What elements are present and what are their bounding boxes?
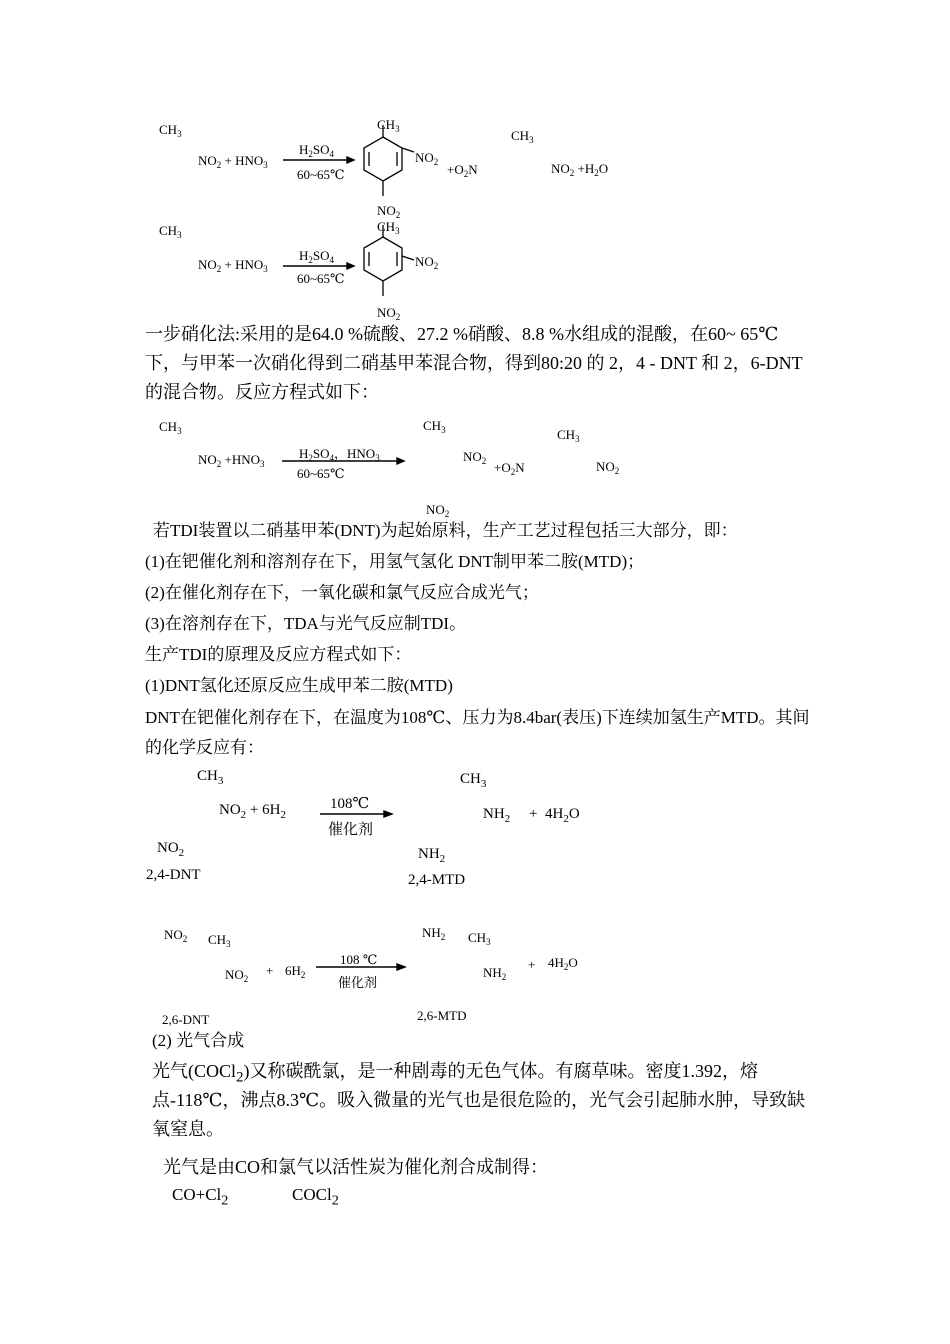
eq4-no2-bottom: $NO_2$ [157,840,185,859]
eq1-ring-ch3: $CH_3$ [377,117,400,134]
eq6-left: $CO+Cl_2$ [172,1185,229,1209]
eq5-plus-b: + [528,957,536,972]
eq5-h2: $6H_2$ [285,963,306,980]
eq4-h2o: $4H_2O$ [545,806,580,825]
eq4-nh2-bottom: $NH_2$ [418,846,446,865]
paragraph-dnt: DNT在钯催化剂存在下，在温度为108℃、压力为8.4bar(表压)下连续加氢生产MTD。其间的化学反应有： [145,708,810,757]
eq1-ring-no2: $NO_2$ [415,150,439,167]
eq3-no2-b: $NO_2$ [463,449,487,466]
eq5-ch3: $CH_3$ [208,932,231,949]
eq1-ch3-c: $CH_3$ [511,128,534,145]
eq5-nh2: $NH_2$ [483,965,507,982]
eq4-left: $NO_2 + 6H_2$ [219,802,286,821]
eq4-nh2: $NH_2$ [483,806,511,825]
benzene-ring-eq2 [364,237,402,281]
eq4-plus: + [529,806,538,822]
subheading-1: (1)DNT氢化还原反应生成甲苯二胺(MTD) [145,676,453,695]
step-2: (2)在催化剂存在下，一氧化碳和氯气反应合成光气； [145,583,539,602]
eq3-cond-top: $H_2SO_4$，$HNO_3$ [299,446,380,463]
subheading-2: (2) 光气合成 [152,1031,245,1050]
label-24-mtd: 2,4-MTD [408,872,466,888]
eq5-ch3-b: $CH_3$ [468,930,491,947]
eq2-ring-no2: $NO_2$ [415,254,439,271]
eq1-cond-bottom: 60~65℃ [297,167,345,182]
eq3-cond-bottom: 60~65℃ [297,466,345,481]
step-1: (1)在钯催化剂和溶剂存在下，用氢气氢化 DNT制甲苯二胺(MTD)； [145,552,645,571]
eq3-ch3: $CH_3$ [159,419,182,436]
eq3-ch3-c: $CH_3$ [557,427,580,444]
benzene-ring-eq1 [364,137,402,181]
eq1-left: $NO_2 + HNO_3$ [198,153,268,170]
eq3-left: $NO_2 +HNO_3$ [198,452,265,469]
eq4-cond-bottom: 催化剂 [328,822,374,838]
paragraph-phosgene-2: 光气是由CO和氯气以活性炭为催化剂合成制得： [163,1157,549,1177]
eq5-cond-top: 108 ℃ [340,952,378,967]
eq3-no2-bottom: $NO_2$ [426,502,450,519]
eq1-ch3: $CH_3$ [159,122,182,139]
arrow-head [347,157,354,163]
eq2-para-no2: $NO_2$ [377,305,401,322]
eq1-right: $NO_2 +H_2O$ [551,161,609,178]
label-26-mtd: 2,6-MTD [417,1008,467,1023]
eq5-h2o: $4H_2O$ [548,955,578,972]
paragraph-tdi: 若TDI装置以二硝基甲苯(DNT)为起始原料，生产工艺过程包括三大部分，即： [153,521,738,540]
eq5-left: $NO_2$ [225,967,249,984]
eq2-ch3: $CH_3$ [159,223,182,240]
eq6-right: COCl$_2$ [292,1185,339,1209]
principle-heading: 生产TDI的原理及反应方程式如下： [145,645,412,664]
eq1-cond-top: $H_2SO_4$ [299,142,335,159]
label-26-dnt: 2,6-DNT [162,1012,210,1027]
paragraph-one-step: 一步硝化法:采用的是64.0 %硫酸、27.2 %硝酸、8.8 %水组成的混酸，在60~ 65℃下，与甲苯一次硝化得到二硝基甲苯混合物，得到80:20 的 2，4 - DNT 和 2，6-DNT 的混合物。反应方程式如下： [145,324,803,402]
eq4-ch3-b: $CH_3$ [460,771,487,790]
eq3-ch3-b: $CH_3$ [423,418,446,435]
step-3: (3)在溶剂存在下，TDA与光气反应制TDI。 [145,614,467,633]
eq2-cond-top: $H_2SO_4$ [299,248,335,265]
paragraph-phosgene-1: 光气(COCl$_2$)又称碳酰氯，是一种剧毒的无色气体。有腐草味。密度1.392，熔点-118℃，沸点8.3℃。吸入微量的光气也是很危险的，光气会引起肺水肿，导致缺氧窒息。 [152,1061,806,1139]
eq3-o2n: $+O_2N$ [494,460,525,477]
eq5-plus-a: + [266,963,274,978]
eq5-cond-bottom: 催化剂 [338,975,378,990]
label-24-dnt: 2,4-DNT [146,867,201,883]
eq3-no2-c: $NO_2$ [596,459,620,476]
eq1-para-no2: $NO_2$ [377,203,401,220]
eq5-no2-top: $NO_2$ [164,927,188,944]
eq2-left: $NO_2 + HNO_3$ [198,257,268,274]
eq4-cond-top: 108℃ [330,796,370,812]
eq2-ring-ch3: $CH_3$ [377,219,400,236]
eq4-ch3: $CH_3$ [197,768,224,787]
eq5-nh2-top: $NH_2$ [422,925,446,942]
eq2-cond-bottom: 60~65℃ [297,271,345,286]
eq1-o2n: $+O_2N$ [447,162,478,179]
